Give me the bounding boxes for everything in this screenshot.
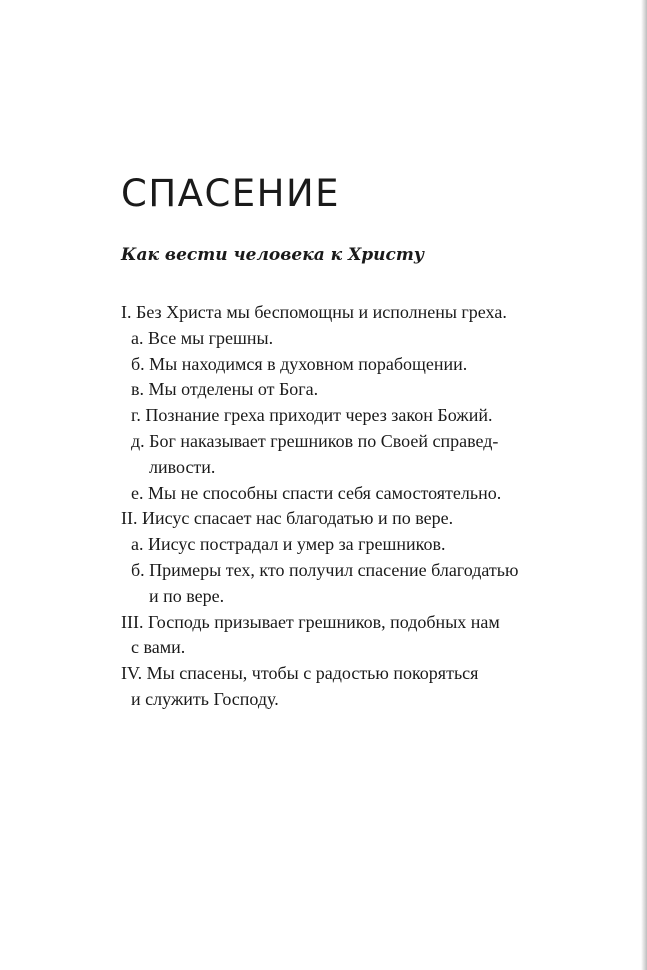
outline-item-2: II. Иисус спасает нас благодатью и по вере. <box>121 508 454 529</box>
outline-subitem-2a: а. Иисус пострадал и умер за грешников. <box>131 534 446 555</box>
outline-subitem-1d-continuation: ливости. <box>149 456 216 477</box>
outline-item-1: I. Без Христа мы беспомощны и исполнены греха. <box>121 302 507 322</box>
outline-item-3-continuation: с вами. <box>131 637 186 658</box>
outline-subitem-1g: г. Познание греха приходит через закон Божий. <box>131 405 493 426</box>
outline-subitem-1d: д. Бог наказывает грешников по Своей справед- <box>131 430 499 451</box>
outline-subitem-2b: б. Примеры тех, кто получил спасение благодатью <box>131 559 519 580</box>
outline-subitem-1v: в. Мы отделены от Бога. <box>131 379 319 400</box>
outline-subitem-1e: е. Мы не способны спасти себя самостоятельно. <box>131 482 502 503</box>
outline-subitem-1a: а. Все мы грешны. <box>131 327 274 348</box>
outline-item-4: IV. Мы спасены, чтобы с радостью покоряться <box>121 663 479 684</box>
chapter-title: СПАСЕНИЕ <box>121 171 341 215</box>
outline-list <box>121 300 551 713</box>
outline-item-4-continuation: и служить Господу. <box>131 688 279 709</box>
page-edge <box>641 0 647 970</box>
outline-item-3: III. Господь призывает грешников, подобных нам <box>121 611 500 632</box>
outline-subitem-2b-continuation: и по вере. <box>149 585 225 606</box>
subtitle: Как вести человека к Христу <box>121 245 425 265</box>
outline-subitem-1b: б. Мы находимся в духовном порабощении. <box>131 353 468 374</box>
